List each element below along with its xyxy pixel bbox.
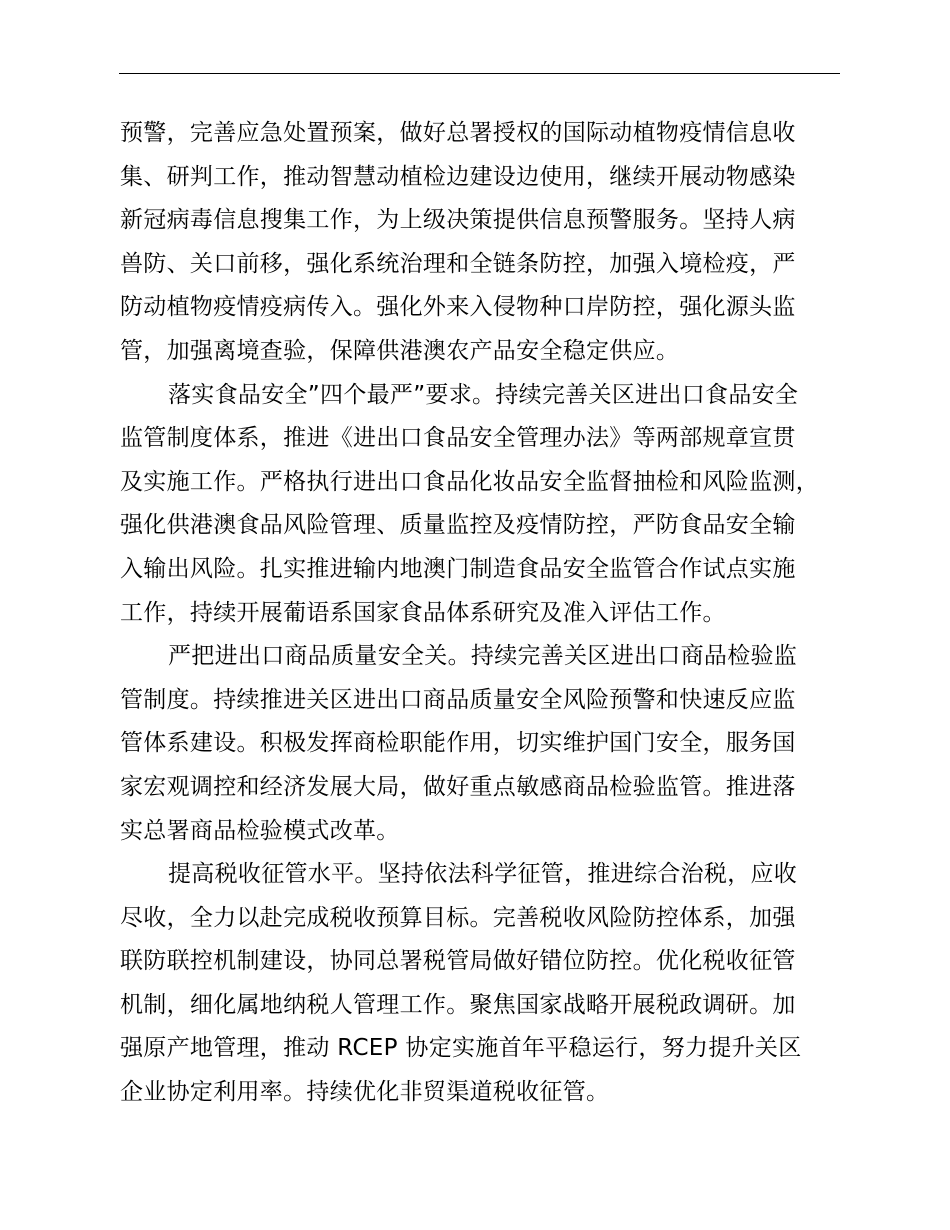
- text-line: 联防联控机制建设，协同总署税管局做好错位防控。优化税收征管: [120, 948, 796, 975]
- text-line: 管体系建设。积极发挥商检职能作用，切实维护国门安全，服务国: [120, 730, 796, 757]
- text-line: 工作，持续开展葡语系国家食品体系研究及准入评估工作。: [120, 599, 726, 626]
- text-line: 新冠病毒信息搜集工作，为上级决策提供信息预警服务。坚持人病: [120, 207, 796, 234]
- text-line: 入输出风险。扎实推进输内地澳门制造食品安全监管合作试点实施: [120, 555, 796, 582]
- text-line: 企业协定利用率。持续优化非贸渠道税收征管。: [120, 1079, 610, 1106]
- text-line: 监管制度体系，推进《进出口食品安全管理办法》等两部规章宣贯: [120, 425, 796, 452]
- text-line: 预警，完善应急处置预案，做好总署授权的国际动植物疫情信息收: [120, 120, 796, 146]
- text-line: 管制度。持续推进关区进出口商品质量安全风险预警和快速反应监: [120, 686, 796, 713]
- text-line: 管，加强离境查验，保障供港澳农产品安全稳定供应。: [120, 337, 680, 364]
- text-line: 防动植物疫情疫病传入。强化外来入侵物种口岸防控，强化源头监: [120, 294, 796, 321]
- paragraph-start-line: 严把进出口商品质量安全关。持续完善关区进出口商品检验监: [168, 643, 798, 670]
- text-line: 尽收，全力以赴完成税收预算目标。完善税收风险防控体系，加强: [120, 904, 796, 931]
- document-body: [120, 112, 880, 1115]
- text-line: 强化供港澳食品风险管理、质量监控及疫情防控，严防食品安全输: [120, 512, 796, 539]
- text-line: 实总署商品检验模式改革。: [120, 817, 400, 844]
- text-line: 集、研判工作，推动智慧动植检边建设边使用，继续开展动物感染: [120, 163, 796, 190]
- text-line: 及实施工作。严格执行进出口食品化妆品安全监督抽检和风险监测，: [120, 468, 819, 495]
- text-line: 强原产地管理，推动 RCEP 协定实施首年平稳运行，努力提升关区: [120, 1035, 802, 1062]
- header-rule: [119, 73, 840, 74]
- paragraph-start-line: 落实食品安全”四个最严”要求。持续完善关区进出口食品安全: [168, 381, 799, 408]
- paragraph-start-line: 提高税收征管水平。坚持依法科学征管，推进综合治税，应收: [168, 861, 798, 888]
- text-line: 兽防、关口前移，强化系统治理和全链条防控，加强入境检疫，严: [120, 250, 796, 277]
- text-line: 机制，细化属地纳税人管理工作。聚焦国家战略开展税政调研。加: [120, 991, 796, 1018]
- text-line: 家宏观调控和经济发展大局，做好重点敏感商品检验监管。推进落: [120, 773, 796, 800]
